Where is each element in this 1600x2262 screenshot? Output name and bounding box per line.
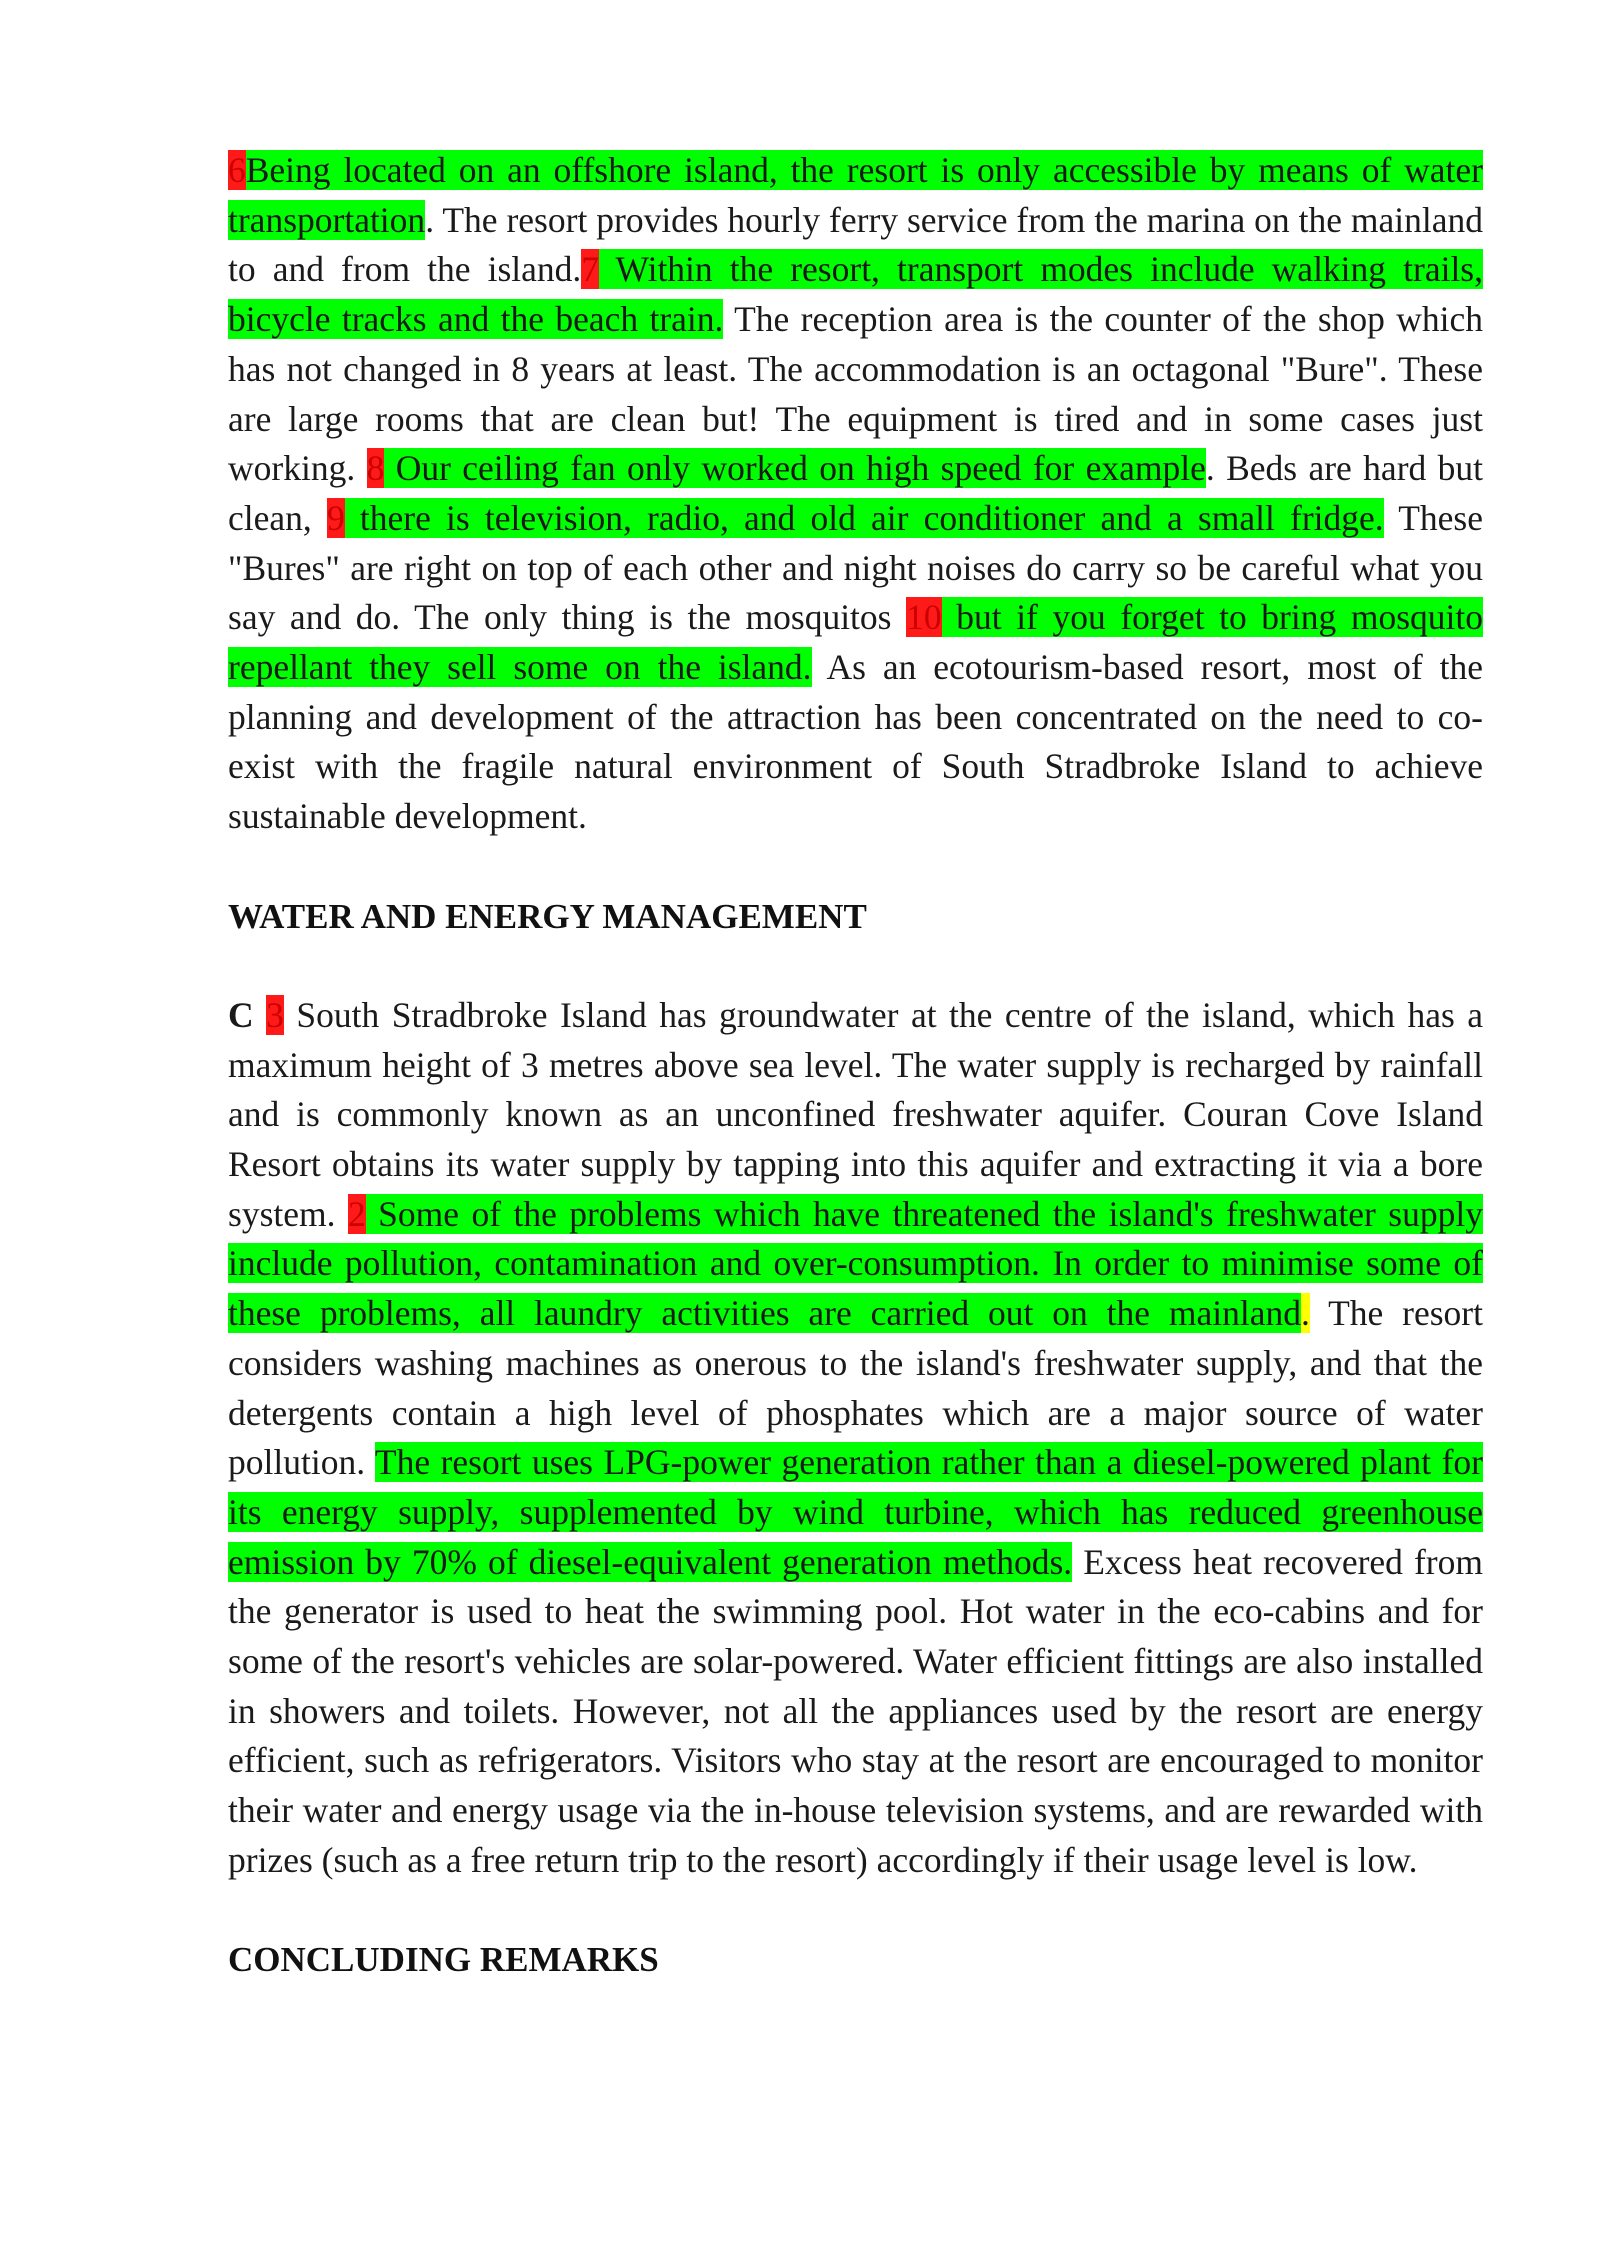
label-c: C bbox=[228, 994, 254, 1035]
marker-2: 2 bbox=[347, 1193, 366, 1234]
text-bures-noise: These "Bures" are right on top of each other and night noises do carry so be careful what you say and do. The only thing is the mosquitos bbox=[228, 497, 1483, 638]
paragraph-transport bbox=[228, 146, 1483, 842]
section-heading-concluding: CONCLUDING REMARKS bbox=[228, 1940, 659, 1980]
text-reception-accommodation: The reception area is the counter of the shop which has not changed in 8 years at least. The accommodation is an octagonal "Bure". These are large rooms that are clean but! The equipment is tired and in some cases just working. bbox=[228, 299, 1483, 489]
marker-8: 8 bbox=[366, 448, 385, 489]
highlight-freshwater-problems: Some of the problems which have threatened the island's freshwater supply include pollution, contamination and over-consumption. In order to minimise some of these problems, all laundry activities are carried out on the mainland bbox=[228, 1193, 1483, 1334]
highlight-lpg-power: The resort uses LPG-power generation rather than a diesel-powered plant for its energy supply, supplemented by wind turbine, which has reduced greenhouse emission by 70% of diesel-equivalent generation methods. bbox=[228, 1442, 1483, 1582]
highlight-transport-modes: Within the resort, transport modes include walking trails, bicycle tracks and the beach train. bbox=[228, 249, 1483, 340]
text-ferry-service: . The resort provides hourly ferry service from the marina on the mainland to and from the island. bbox=[228, 199, 1483, 290]
highlight-mosquito-repellant: but if you forget to bring mosquito repellant they sell some on the island. bbox=[228, 597, 1483, 688]
paragraph-gap bbox=[228, 1886, 1483, 1936]
section-heading-water-energy: WATER AND ENERGY MANAGEMENT bbox=[228, 896, 867, 936]
marker-10: 10 bbox=[906, 597, 942, 638]
highlight-water-transport: Being located on an offshore island, the resort is only accessible by means of water transportation bbox=[228, 150, 1483, 240]
marker-3: 3 bbox=[266, 994, 284, 1035]
marker-9: 9 bbox=[326, 497, 345, 538]
text-groundwater: South Stradbroke Island has groundwater at the centre of the island, which has a maximum height of 3 metres above sea level. The water supply is recharged by rainfall and is commonly known as an unconfined freshwater aquifer. Couran Cove Island Resort obtains its water supply by tapping into this aquifer and extracting it via a bore system. bbox=[228, 994, 1484, 1234]
paragraph-gap bbox=[228, 941, 1483, 991]
document-page bbox=[228, 146, 1483, 1985]
text-beds: . Beds are hard but clean, bbox=[228, 448, 1483, 538]
text-washing-machines: The resort considers washing machines as onerous to the island's freshwater supply, and that the detergents contain a high level of phosphates which are a major source of water pollution. bbox=[228, 1293, 1483, 1483]
paragraph-water-energy bbox=[228, 991, 1483, 1886]
marker-7: 7 bbox=[581, 249, 600, 290]
paragraph-gap bbox=[228, 842, 1483, 892]
highlight-ceiling-fan: Our ceiling fan only worked on high speed for example bbox=[384, 448, 1206, 489]
text-ecotourism: As an ecotourism-based resort, most of the planning and development of the attraction has been concentrated on the need to co-exist with the fragile natural environment of South Stradbroke Island to achieve sustainable development. bbox=[228, 647, 1483, 837]
text-excess-heat: Excess heat recovered from the generator is used to heat the swimming pool. Hot water in the eco-cabins and for some of the resort's vehicles are solar-powered. Water efficient fittings are also installed in showers and toilets. However, not all the appliances used by the resort are energy efficient, such as refrigerators. Visitors who stay at the resort are encouraged to monitor their water and energy usage via the in-house television systems, and are rewarded with prizes (such as a free return trip to the resort) accordingly if their usage level is low. bbox=[228, 1541, 1483, 1880]
highlight-yellow-period: . bbox=[1300, 1293, 1310, 1334]
highlight-appliances: there is television, radio, and old air conditioner and a small fridge. bbox=[344, 497, 1384, 538]
marker-6: 6 bbox=[228, 150, 246, 190]
